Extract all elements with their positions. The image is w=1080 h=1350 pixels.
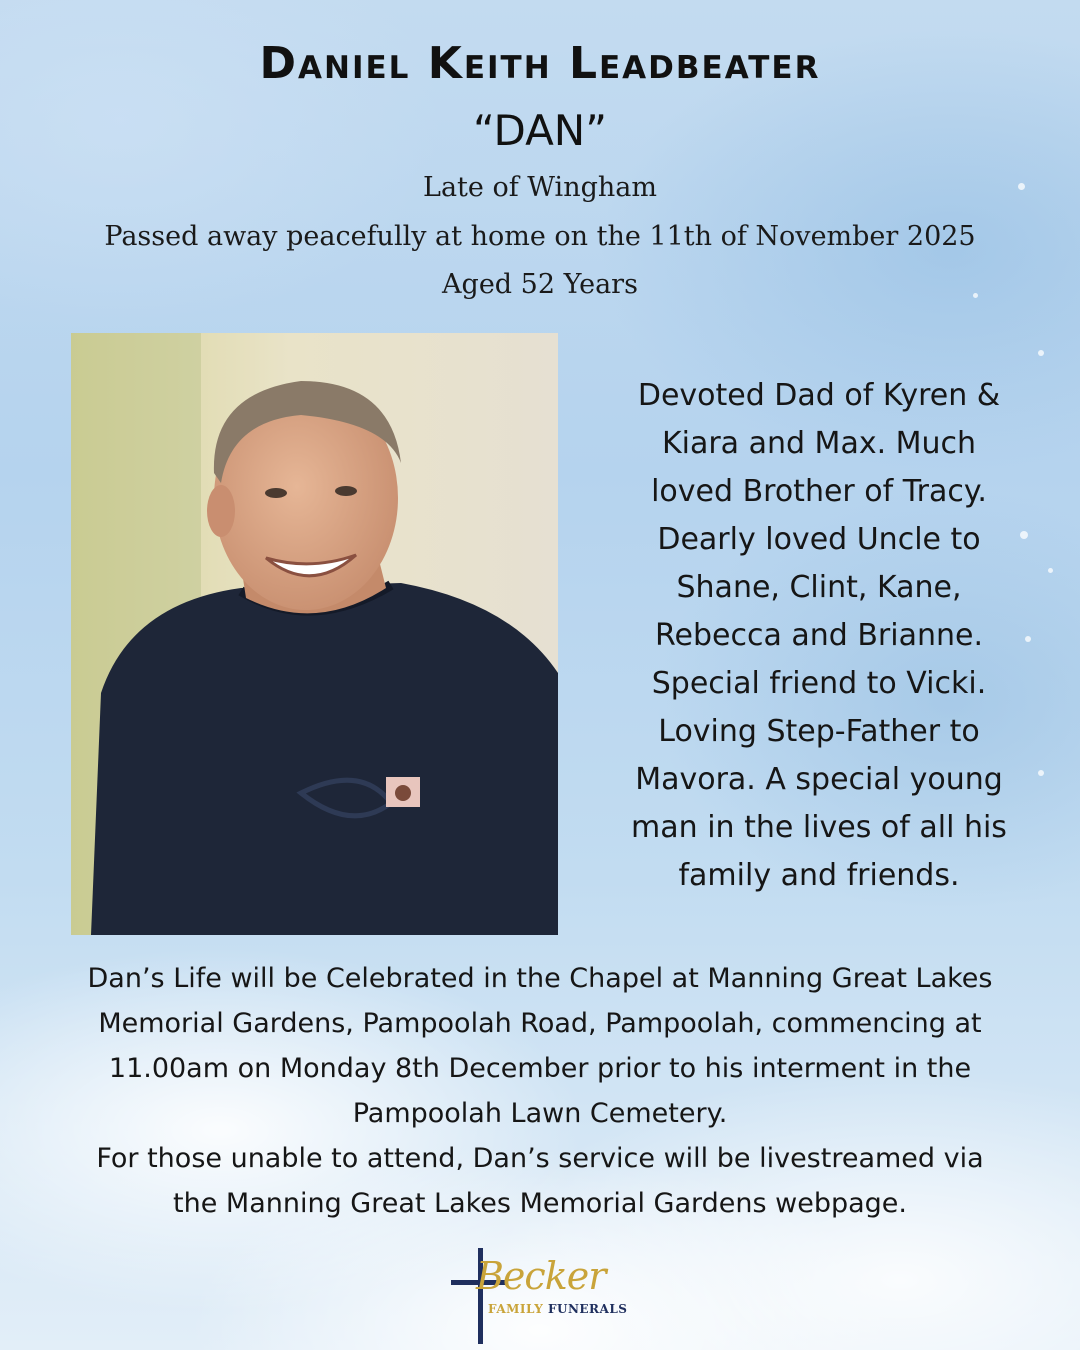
tribute-line: Rebecca and Brianne. — [655, 618, 983, 653]
tribute-line: Shane, Clint, Kane, — [676, 570, 962, 605]
service-line: Pampoolah Lawn Cemetery. — [352, 1098, 728, 1129]
tribute-line: Special friend to Vicki. — [651, 666, 987, 701]
service-line: 11.00am on Monday 8th December prior to his interment in the — [108, 1053, 972, 1084]
service-line: For those unable to attend, Dan’s service will be livestreamed via — [96, 1143, 984, 1174]
tribute-line: loved Brother of Tracy. — [651, 474, 987, 509]
service-details — [30, 956, 1050, 1226]
residence-line: Late of Wingham — [423, 172, 657, 203]
nickname: “DAN” — [473, 106, 607, 155]
logo-tagline-family: FAMILY — [488, 1302, 544, 1316]
passing-line: Passed away peacefully at home on the 11th of November 2025 — [104, 221, 976, 252]
deceased-name: Daniel Keith Leadbeater — [259, 38, 821, 89]
tribute-line: family and friends. — [678, 858, 960, 893]
portrait-photo — [71, 333, 558, 935]
tribute-line: Kiara and Max. Much — [661, 426, 977, 461]
age-line: Aged 52 Years — [442, 269, 638, 300]
tribute-line: Dearly loved Uncle to — [657, 522, 981, 557]
tribute-line: man in the lives of all his — [631, 810, 1007, 845]
sparkle-dot — [1048, 568, 1053, 573]
sparkle-dot — [1038, 770, 1044, 776]
service-line: Memorial Gardens, Pampoolah Road, Pampoolah, commencing at — [98, 1008, 982, 1039]
sparkle-dot — [1038, 350, 1044, 356]
portrait-illustration — [71, 333, 558, 935]
service-line: the Manning Great Lakes Memorial Gardens webpage. — [173, 1188, 907, 1219]
logo-tagline — [488, 1302, 627, 1316]
service-line: Dan’s Life will be Celebrated in the Chapel at Manning Great Lakes — [87, 963, 993, 994]
tribute-line: Mavora. A special young — [635, 762, 1003, 797]
logo-wordmark: Becker — [476, 1254, 606, 1298]
tribute-line: Loving Step-Father to — [658, 714, 980, 749]
tribute-line: Devoted Dad of Kyren & — [637, 378, 1001, 413]
tribute-text — [608, 372, 1030, 900]
logo-tagline-funerals: FUNERALS — [547, 1302, 628, 1316]
becker-family-funerals-logo — [448, 1246, 638, 1346]
